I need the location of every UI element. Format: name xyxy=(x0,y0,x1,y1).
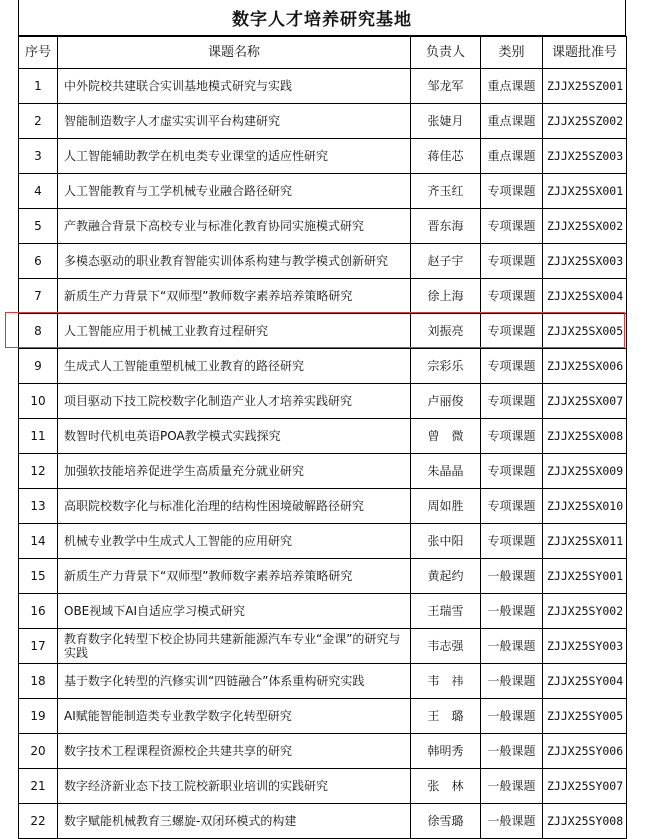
cell-approval-number: ZJJX25SZ002 xyxy=(543,104,627,139)
cell-project-name: 数字赋能机械教育三螺旋-双闭环模式的构建 xyxy=(58,804,411,839)
cell-approval-number: ZJJX25SY002 xyxy=(543,594,627,629)
cell-index: 21 xyxy=(19,769,58,804)
cell-project-name: 加强软技能培养促进学生高质量充分就业研究 xyxy=(58,454,411,489)
cell-leader: 张 林 xyxy=(411,769,481,804)
cell-category: 一般课题 xyxy=(481,664,543,699)
cell-index: 2 xyxy=(19,104,58,139)
cell-leader: 韩明秀 xyxy=(411,734,481,769)
table-row xyxy=(19,769,627,804)
cell-leader: 宗彩乐 xyxy=(411,349,481,384)
cell-index: 10 xyxy=(19,384,58,419)
cell-category: 重点课题 xyxy=(481,139,543,174)
cell-approval-number: ZJJX25SY004 xyxy=(543,664,627,699)
cell-index: 13 xyxy=(19,489,58,524)
cell-leader: 蒋佳芯 xyxy=(411,139,481,174)
cell-category: 专项课题 xyxy=(481,279,543,314)
cell-category: 专项课题 xyxy=(481,454,543,489)
cell-index: 22 xyxy=(19,804,58,839)
cell-approval-number: ZJJX25SX008 xyxy=(543,419,627,454)
cell-approval-number: ZJJX25SZ003 xyxy=(543,139,627,174)
cell-project-name: 机械专业教学中生成式人工智能的应用研究 xyxy=(58,524,411,559)
project-table xyxy=(18,36,627,839)
cell-approval-number: ZJJX25SX004 xyxy=(543,279,627,314)
cell-index: 11 xyxy=(19,419,58,454)
header-index: 序号 xyxy=(19,37,58,69)
cell-index: 1 xyxy=(19,69,58,104)
table-row xyxy=(19,629,627,664)
cell-category: 一般课题 xyxy=(481,769,543,804)
table-row xyxy=(19,209,627,244)
cell-index: 14 xyxy=(19,524,58,559)
cell-category: 专项课题 xyxy=(481,209,543,244)
cell-project-name: 数字技术工程课程资源校企共建共享的研究 xyxy=(58,734,411,769)
cell-index: 7 xyxy=(19,279,58,314)
header-approval-number: 课题批准号 xyxy=(543,37,627,69)
cell-category: 专项课题 xyxy=(481,174,543,209)
cell-category: 一般课题 xyxy=(481,559,543,594)
cell-approval-number: ZJJX25SX010 xyxy=(543,489,627,524)
cell-leader: 韦志强 xyxy=(411,629,481,664)
cell-category: 一般课题 xyxy=(481,699,543,734)
table-header-row xyxy=(19,37,627,69)
cell-project-name: 人工智能辅助教学在机电类专业课堂的适应性研究 xyxy=(58,139,411,174)
cell-category: 一般课题 xyxy=(481,734,543,769)
cell-project-name: 高职院校数字化与标准化治理的结构性困境破解路径研究 xyxy=(58,489,411,524)
cell-project-name: 人工智能应用于机械工业教育过程研究 xyxy=(58,314,411,349)
cell-leader: 韦 祎 xyxy=(411,664,481,699)
cell-leader: 曾 微 xyxy=(411,419,481,454)
cell-leader: 王 璐 xyxy=(411,699,481,734)
cell-project-name: 新质生产力背景下“双师型”教师数字素养培养策略研究 xyxy=(58,559,411,594)
table-row xyxy=(19,734,627,769)
cell-approval-number: ZJJX25SX009 xyxy=(543,454,627,489)
cell-project-name: 新质生产力背景下“双师型”教师数字素养培养策略研究 xyxy=(58,279,411,314)
header-category: 类别 xyxy=(481,37,543,69)
table-body xyxy=(19,69,627,839)
table-row xyxy=(19,69,627,104)
cell-project-name: 产教融合背景下高校专业与标准化教育协同实施模式研究 xyxy=(58,209,411,244)
cell-project-name: 教育数字化转型下校企协同共建新能源汽车专业“金课”的研究与实践 xyxy=(58,629,411,664)
cell-category: 重点课题 xyxy=(481,69,543,104)
cell-project-name: 生成式人工智能重塑机械工业教育的路径研究 xyxy=(58,349,411,384)
cell-index: 3 xyxy=(19,139,58,174)
table-row xyxy=(19,419,627,454)
cell-category: 一般课题 xyxy=(481,594,543,629)
cell-index: 12 xyxy=(19,454,58,489)
cell-project-name: AI赋能智能制造类专业教学数字化转型研究 xyxy=(58,699,411,734)
cell-index: 9 xyxy=(19,349,58,384)
cell-approval-number: ZJJX25SX002 xyxy=(543,209,627,244)
cell-index: 5 xyxy=(19,209,58,244)
cell-approval-number: ZJJX25SY007 xyxy=(543,769,627,804)
table-row xyxy=(19,804,627,839)
cell-approval-number: ZJJX25SY001 xyxy=(543,559,627,594)
cell-index: 17 xyxy=(19,629,58,664)
header-project-name: 课题名称 xyxy=(58,37,411,69)
table-row xyxy=(19,524,627,559)
cell-approval-number: ZJJX25SY005 xyxy=(543,699,627,734)
cell-approval-number: ZJJX25SX001 xyxy=(543,174,627,209)
cell-project-name: 项目驱动下技工院校数字化制造产业人才培养实践研究 xyxy=(58,384,411,419)
cell-leader: 王瑞雪 xyxy=(411,594,481,629)
table-row xyxy=(19,314,627,349)
table-title: 数字人才培养研究基地 xyxy=(18,0,626,36)
cell-leader: 齐玉红 xyxy=(411,174,481,209)
cell-category: 专项课题 xyxy=(481,244,543,279)
cell-project-name: 中外院校共建联合实训基地模式研究与实践 xyxy=(58,69,411,104)
cell-project-name: 智能制造数字人才虚实实训平台构建研究 xyxy=(58,104,411,139)
cell-category: 专项课题 xyxy=(481,524,543,559)
cell-index: 8 xyxy=(19,314,58,349)
table-row xyxy=(19,559,627,594)
cell-leader: 张婕月 xyxy=(411,104,481,139)
cell-index: 15 xyxy=(19,559,58,594)
table-row xyxy=(19,384,627,419)
cell-index: 18 xyxy=(19,664,58,699)
cell-index: 4 xyxy=(19,174,58,209)
cell-project-name: 基于数字化转型的汽修实训“四链融合”体系重构研究实践 xyxy=(58,664,411,699)
cell-leader: 周如胜 xyxy=(411,489,481,524)
table-row xyxy=(19,174,627,209)
table-row xyxy=(19,279,627,314)
cell-leader: 卢丽俊 xyxy=(411,384,481,419)
cell-leader: 刘振亮 xyxy=(411,314,481,349)
cell-approval-number: ZJJX25SX007 xyxy=(543,384,627,419)
cell-leader: 张中阳 xyxy=(411,524,481,559)
table-row xyxy=(19,489,627,524)
cell-category: 专项课题 xyxy=(481,419,543,454)
cell-approval-number: ZJJX25SY008 xyxy=(543,804,627,839)
table-row xyxy=(19,104,627,139)
cell-approval-number: ZJJX25SY003 xyxy=(543,629,627,664)
cell-project-name: OBE视域下AI自适应学习模式研究 xyxy=(58,594,411,629)
table-row xyxy=(19,244,627,279)
cell-index: 6 xyxy=(19,244,58,279)
cell-leader: 晋东海 xyxy=(411,209,481,244)
table-row xyxy=(19,664,627,699)
header-leader: 负责人 xyxy=(411,37,481,69)
cell-approval-number: ZJJX25SY006 xyxy=(543,734,627,769)
cell-category: 一般课题 xyxy=(481,629,543,664)
cell-approval-number: ZJJX25SZ001 xyxy=(543,69,627,104)
cell-leader: 徐上海 xyxy=(411,279,481,314)
cell-index: 19 xyxy=(19,699,58,734)
cell-leader: 邹龙军 xyxy=(411,69,481,104)
cell-category: 重点课题 xyxy=(481,104,543,139)
cell-category: 专项课题 xyxy=(481,314,543,349)
cell-leader: 黄起约 xyxy=(411,559,481,594)
cell-category: 一般课题 xyxy=(481,804,543,839)
table-row xyxy=(19,454,627,489)
cell-category: 专项课题 xyxy=(481,349,543,384)
cell-project-name: 多模态驱动的职业教育智能实训体系构建与教学模式创新研究 xyxy=(58,244,411,279)
cell-project-name: 人工智能教育与工学机械专业融合路径研究 xyxy=(58,174,411,209)
cell-index: 20 xyxy=(19,734,58,769)
cell-leader: 朱晶晶 xyxy=(411,454,481,489)
table-row xyxy=(19,349,627,384)
table-row xyxy=(19,699,627,734)
cell-approval-number: ZJJX25SX011 xyxy=(543,524,627,559)
cell-index: 16 xyxy=(19,594,58,629)
cell-category: 专项课题 xyxy=(481,384,543,419)
table-row xyxy=(19,594,627,629)
cell-approval-number: ZJJX25SX006 xyxy=(543,349,627,384)
cell-leader: 徐雪璐 xyxy=(411,804,481,839)
cell-project-name: 数字经济新业态下技工院校新职业培训的实践研究 xyxy=(58,769,411,804)
cell-leader: 赵子宇 xyxy=(411,244,481,279)
cell-category: 专项课题 xyxy=(481,489,543,524)
cell-approval-number: ZJJX25SX003 xyxy=(543,244,627,279)
cell-approval-number: ZJJX25SX005 xyxy=(543,314,627,349)
table-row xyxy=(19,139,627,174)
cell-project-name: 数智时代机电英语POA教学模式实践探究 xyxy=(58,419,411,454)
